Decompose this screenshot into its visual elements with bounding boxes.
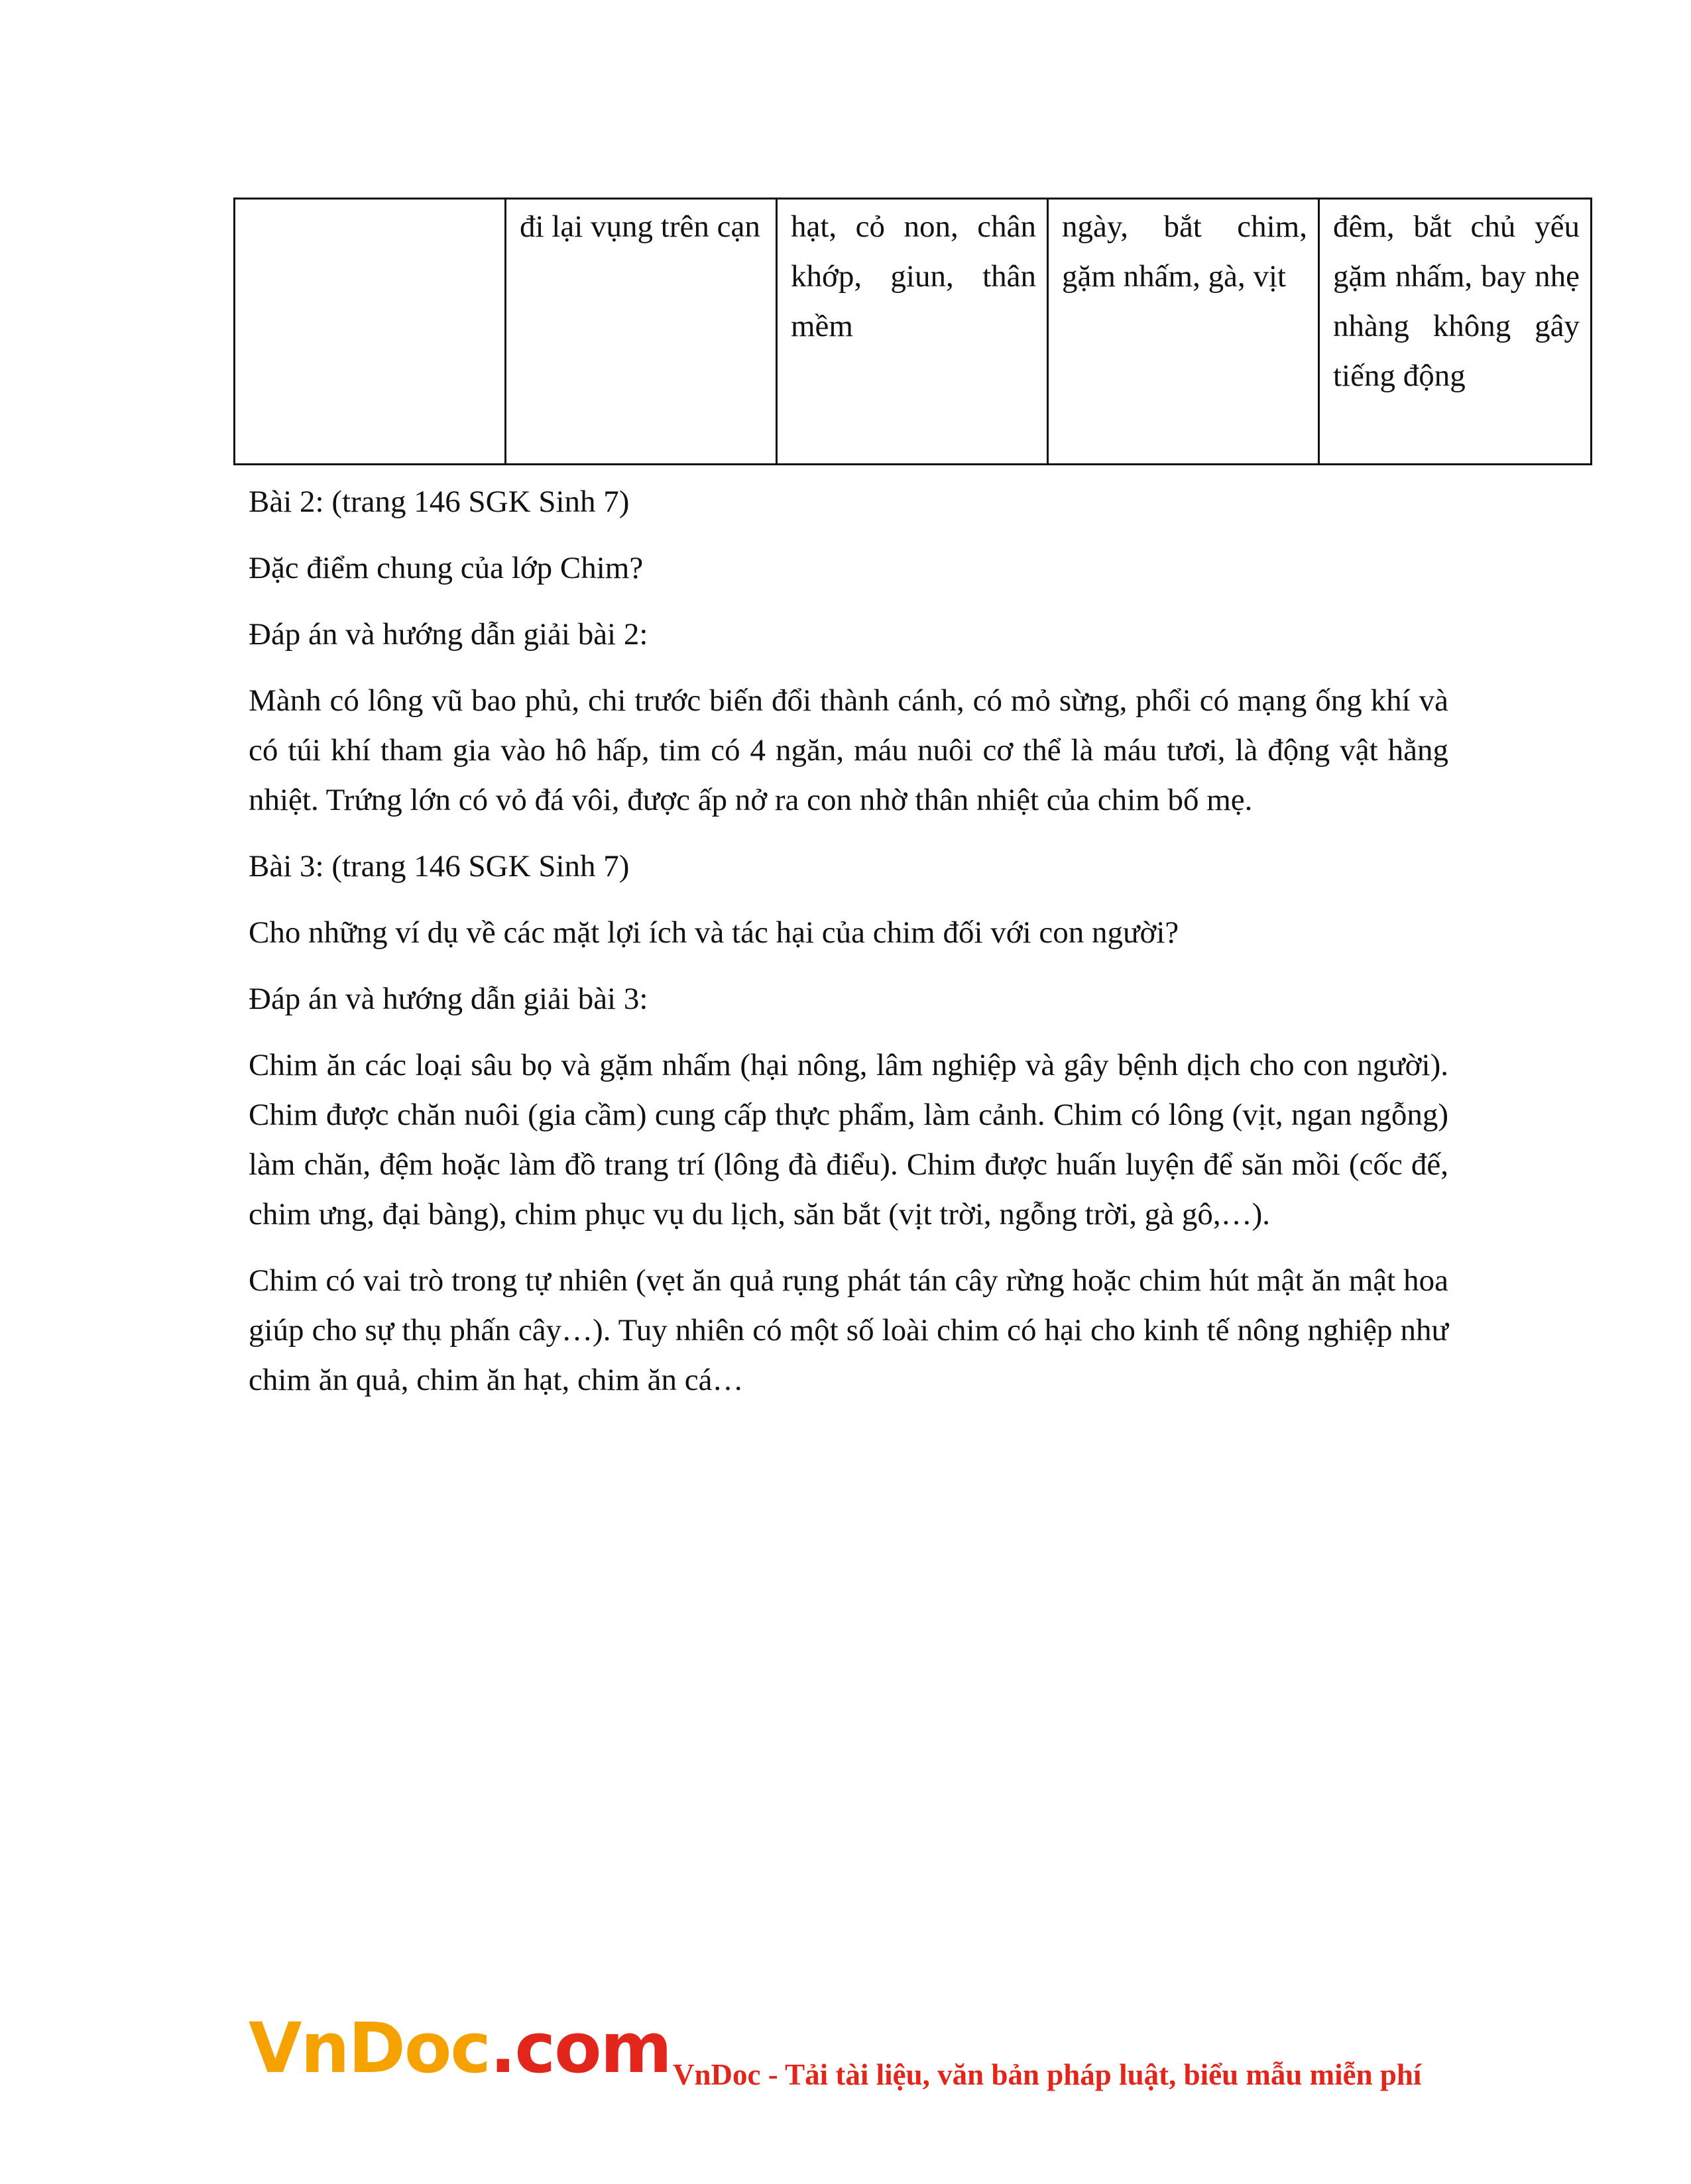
bai3-answer-heading: Đáp án và hướng dẫn giải bài 3: bbox=[249, 982, 648, 1016]
document-body bbox=[249, 477, 1448, 1422]
table-cell: hạt, cỏ non, chân khớp, giun, thân mềm bbox=[777, 199, 1048, 465]
bai2-title: Bài 2: (trang 146 SGK Sinh 7) bbox=[249, 485, 630, 519]
bai2-answer-heading: Đáp án và hướng dẫn giải bài 2: bbox=[249, 617, 648, 652]
table-cell: đêm, bắt chủ yếu gặm nhấm, bay nhẹ nhàng không gây tiếng động bbox=[1319, 199, 1592, 465]
vndoc-logo[interactable] bbox=[249, 2008, 671, 2089]
continuation-table bbox=[233, 198, 1592, 465]
table-cell: đi lại vụng trên cạn bbox=[506, 199, 777, 465]
footer-tagline[interactable]: VnDoc - Tải tài liệu, văn bản pháp luật, biểu mẫu miễn phí bbox=[673, 2058, 1422, 2091]
logo-vn: Vn bbox=[249, 2008, 349, 2089]
logo-doc: Doc bbox=[348, 2008, 490, 2089]
bai2-question: Đặc điểm chung của lớp Chim? bbox=[249, 551, 644, 585]
table-cell: ngày, bắt chim, gặm nhấm, gà, vịt bbox=[1048, 199, 1319, 465]
table-cell bbox=[235, 199, 506, 465]
bai2-answer: Mành có lông vũ bao phủ, chi trước biến đổi thành cánh, có mỏ sừng, phổi có mạng ống khí và có túi khí tham gia vào hô hấp, tim có 4 ngăn, máu nuôi cơ thể là máu tươi, là động vật hằng nhiệt. Trứng lớn có vỏ đá vôi, được ấp nở ra con nhờ thân nhiệt của chim bố mẹ. bbox=[249, 683, 1448, 817]
bai3-title: Bài 3: (trang 146 SGK Sinh 7) bbox=[249, 849, 630, 884]
logo-com: .com bbox=[489, 2008, 671, 2089]
bai3-answer-p1: Chim ăn các loại sâu bọ và gặm nhấm (hại nông, lâm nghiệp và gây bệnh dịch cho con người). Chim được chăn nuôi (gia cầm) cung cấp thực phẩm, làm cảnh. Chim có lông (vịt, ngan ngỗng) làm chăn, đệm hoặc làm đồ trang trí (lông đà điểu). Chim được huấn luyện để săn mồi (cốc đế, chim ưng, đại bàng), chim phục vụ du lịch, săn bắt (vịt trời, ngỗng trời, gà gô,…). bbox=[249, 1048, 1448, 1232]
bai3-answer-p2: Chim có vai trò trong tự nhiên (vẹt ăn quả rụng phát tán cây rừng hoặc chim hút mật ăn mật hoa giúp cho sự thụ phấn cây…). Tuy nhiên có một số loài chim có hại cho kinh tế nông nghiệp như chim ăn quả, chim ăn hạt, chim ăn cá… bbox=[249, 1263, 1448, 1397]
table-row bbox=[235, 199, 1592, 465]
bai3-question: Cho những ví dụ về các mặt lợi ích và tác hại của chim đối với con người? bbox=[249, 915, 1179, 950]
